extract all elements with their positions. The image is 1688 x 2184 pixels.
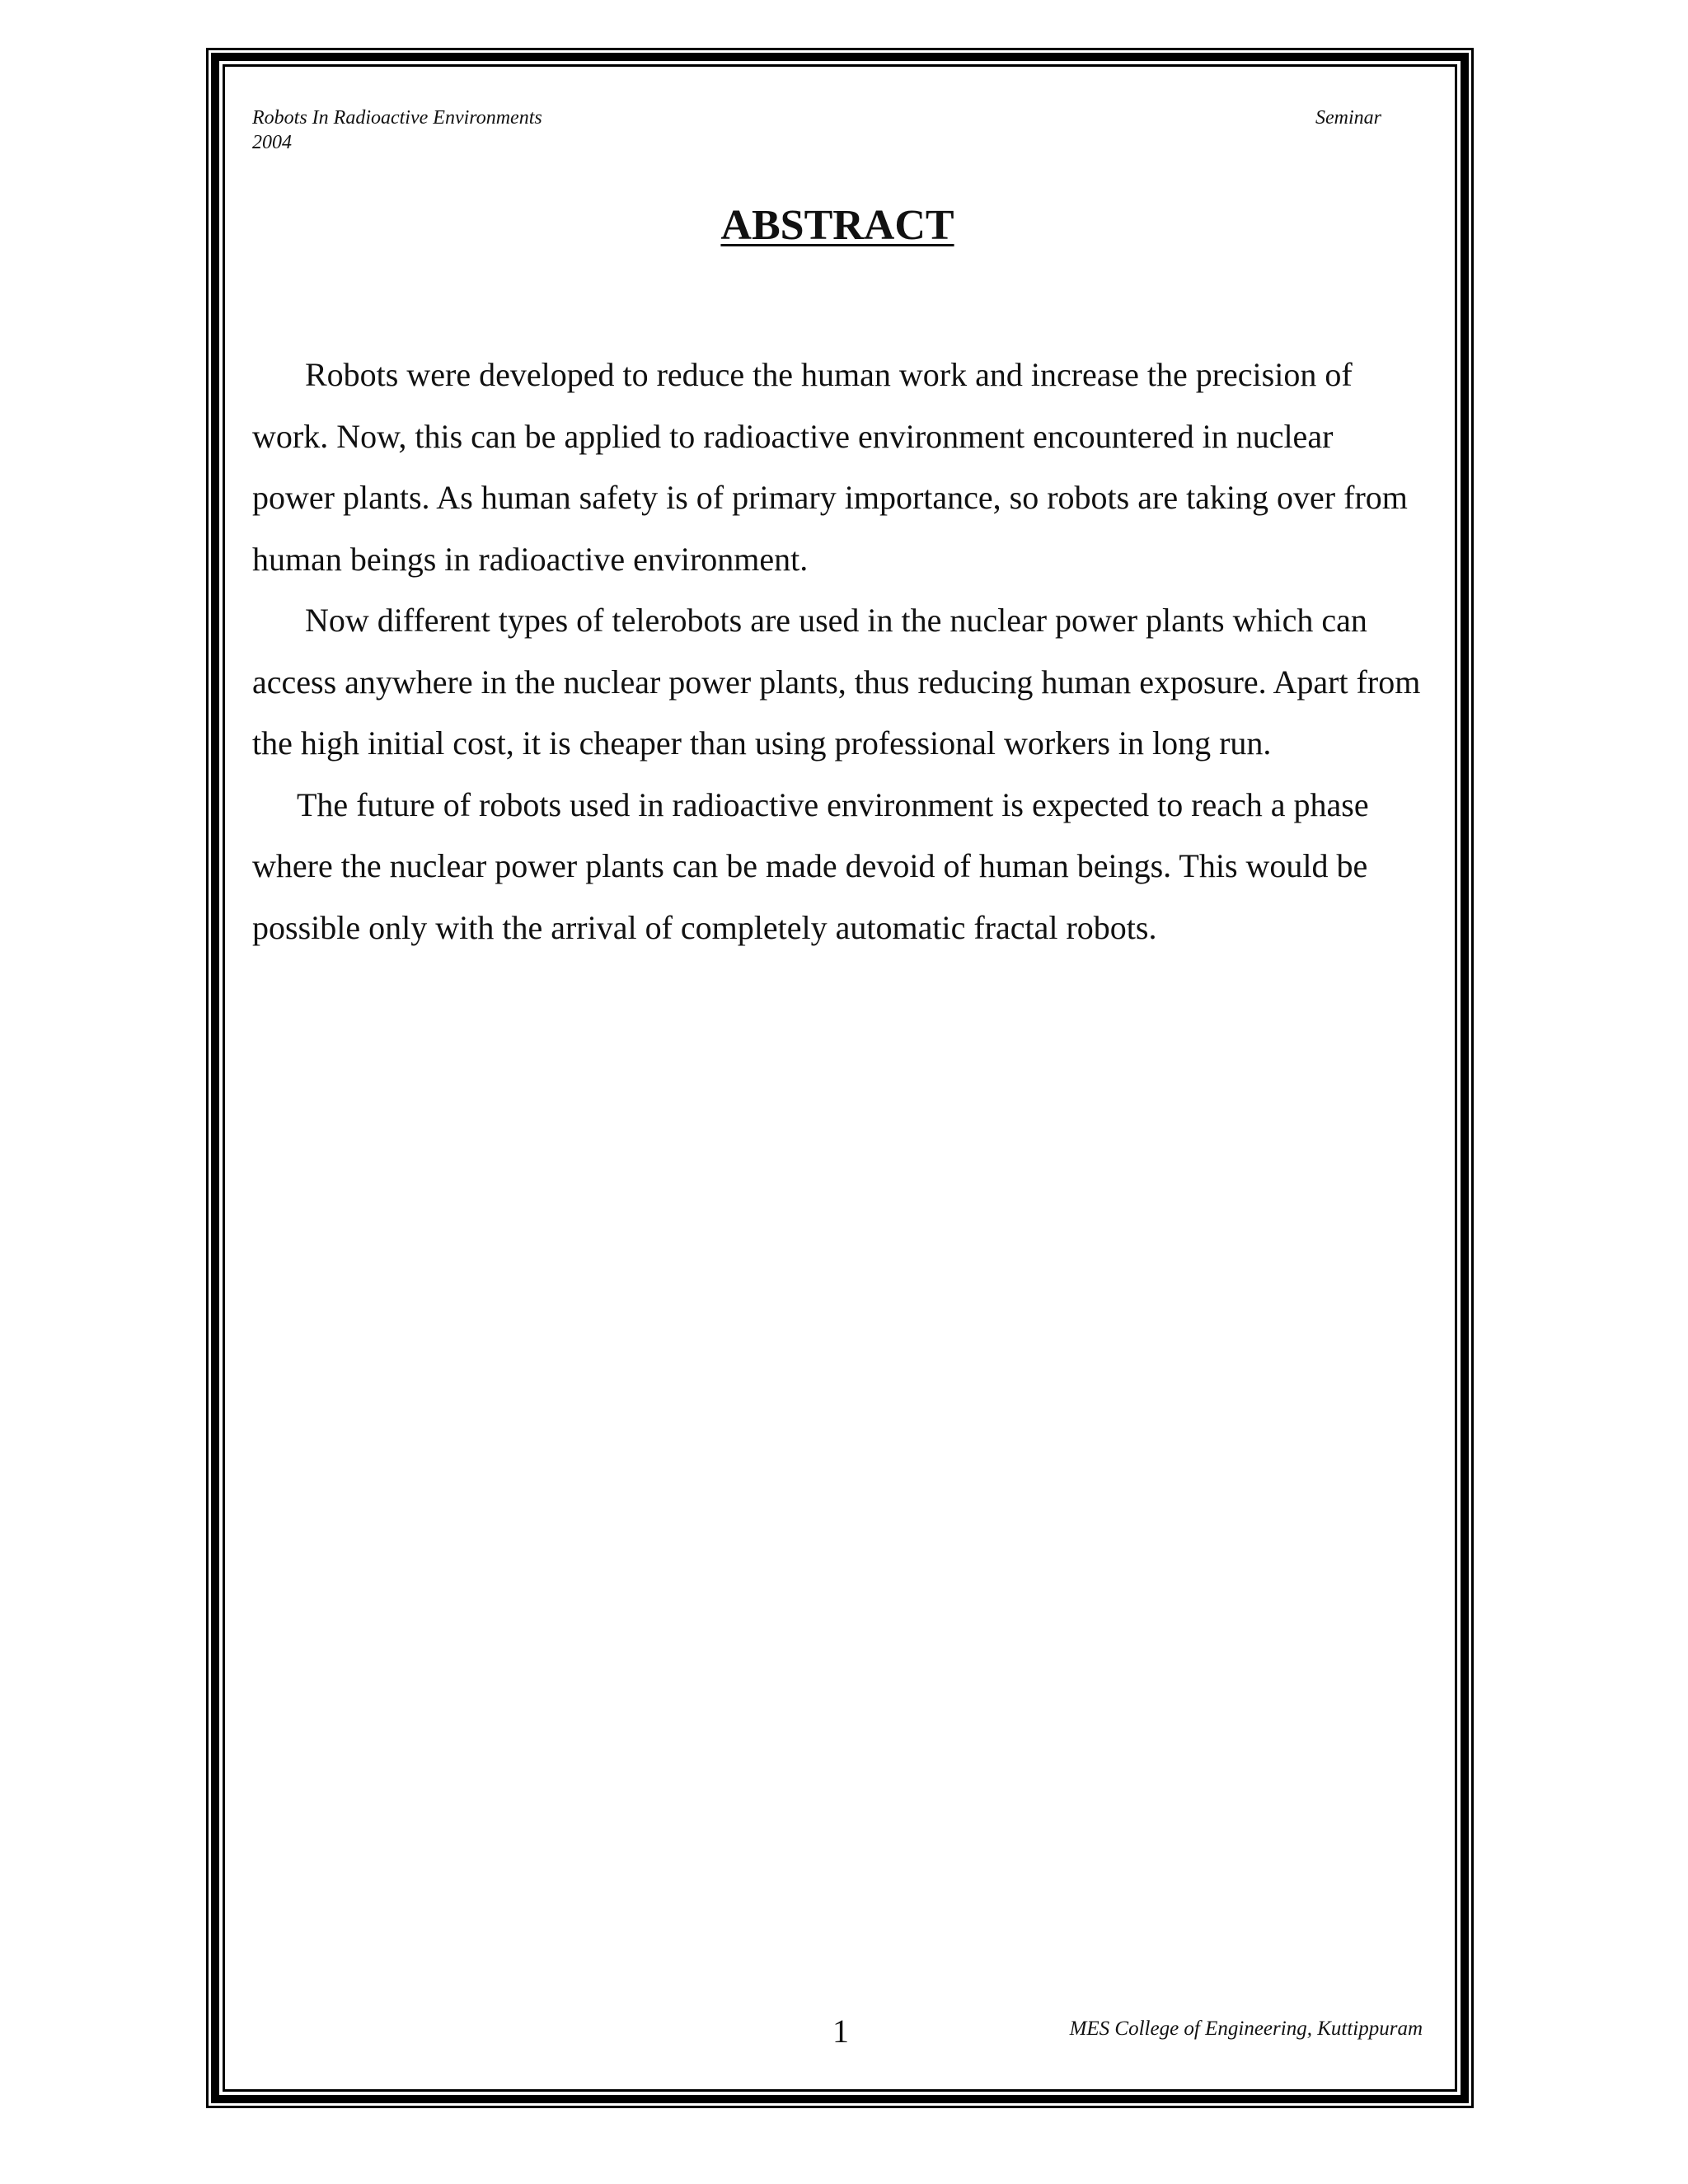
abstract-paragraph-2: Now different types of telerobots are used in the nuclear power plants which can access anywhere in the nuclear power plants, thus reducing human exposure. Apart from the high initial cost, it is cheaper than using professional workers in long run. [252,602,1421,762]
page-number: 1 [832,2013,849,2050]
header-document-title: Robots In Radioactive Environments [252,107,542,129]
abstract-body [252,344,1423,958]
abstract-paragraph-3: The future of robots used in radioactive environment is expected to reach a phase where the nuclear power plants can be made devoid of human beings. This would be possible only with the arrival of completely automatic fractal robots. [252,785,1369,946]
footer-institution: MES College of Engineering, Kuttippuram [1069,2018,1423,2040]
page-title: ABSTRACT [720,202,954,249]
abstract-paragraph-1: Robots were developed to reduce the human work and increase the precision of work. Now, this can be applied to radioactive environment encountered in nuclear power plants. As human safety is of primary importance, so robots are taking over from human beings in radioactive environment. [252,356,1408,578]
header-seminar-label: Seminar [1315,107,1381,129]
header-year: 2004 [252,132,292,153]
